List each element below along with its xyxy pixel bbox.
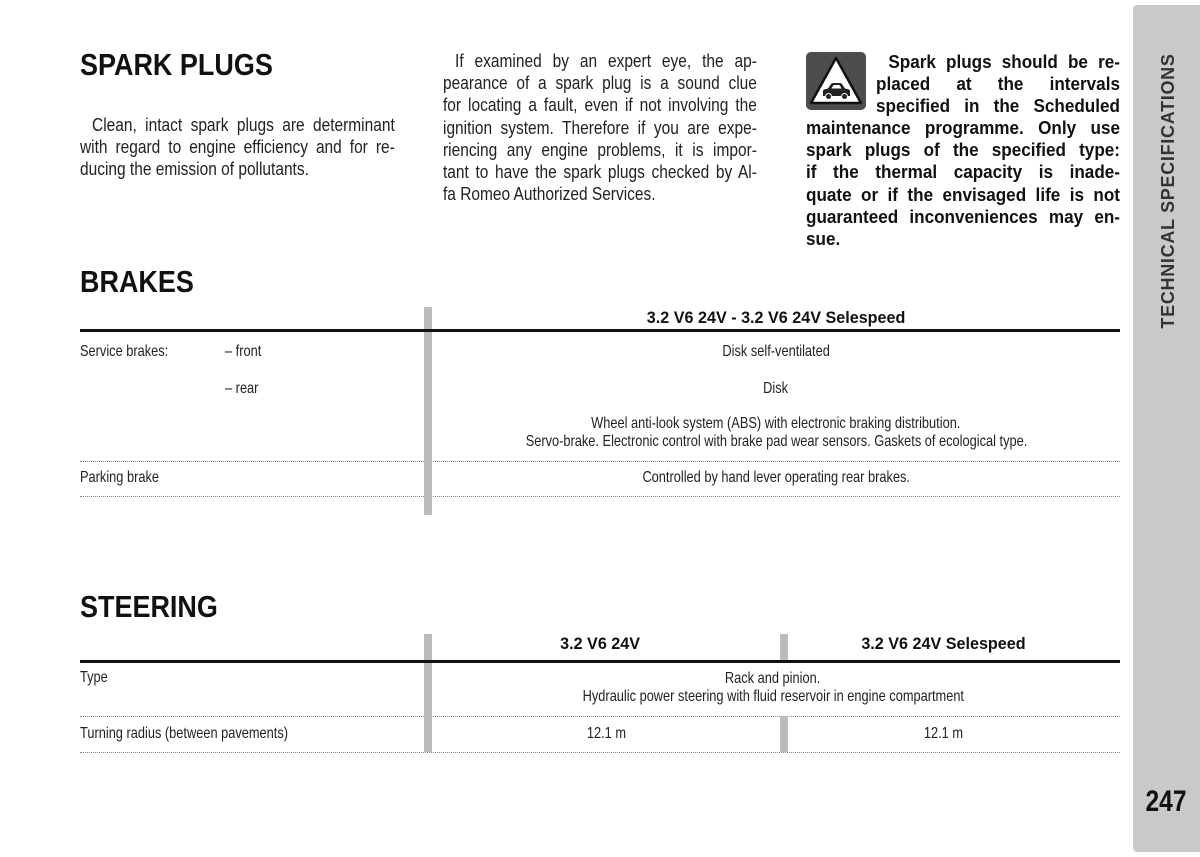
steering-column-divider [780, 634, 788, 661]
steering-type-value-cell [430, 670, 1116, 688]
steering-type-label-cell [80, 669, 115, 687]
spark-plugs-intro-text [80, 114, 395, 180]
brakes-column-divider [424, 307, 432, 515]
spark-plugs-intro [80, 114, 395, 180]
row-separator [80, 461, 1120, 462]
paragraph-line: tant to have the spark plugs checked by Al- [443, 162, 757, 183]
warning-line: maintenance programme. Only use [806, 118, 1120, 139]
paragraph-line: fa Romeo Authorized Services. [443, 184, 656, 205]
paragraph-line: for locating a fault, even if not involving the [443, 95, 757, 116]
steering-heading: STEERING [80, 589, 218, 624]
turning-radius-value: 12.1 m [586, 725, 626, 742]
paragraph-line: ignition system. Therefore if you are expe- [443, 117, 757, 138]
front-brakes-value-cell [432, 343, 1120, 361]
warning-line: specified in the Scheduled [876, 96, 1120, 117]
paragraph-line: riencing any engine problems, it is impor- [443, 139, 757, 160]
spark-plugs-heading: SPARK PLUGS [80, 47, 273, 82]
steering-type-label: Type [80, 669, 108, 686]
page-number-text: 247 [1145, 785, 1188, 818]
turning-radius-value: 12.1 m [923, 725, 963, 742]
parking-brake-value: Controlled by hand lever operating rear brakes. [642, 469, 910, 486]
spark-plugs-inspection-text [443, 50, 757, 205]
rear-brakes-value: Disk [763, 380, 789, 397]
brakes-heading: BRAKES [80, 264, 194, 299]
turning-radius-value-cell [432, 725, 780, 743]
steering-column-header [432, 634, 768, 654]
paragraph-line: with regard to engine efficiency and for re- [80, 137, 395, 157]
warning-text-top-lines [876, 51, 1120, 117]
warning-line: spark plugs of the specified type: [806, 140, 1120, 161]
steering-header-rule [80, 660, 1120, 663]
rear-brakes-label-cell [225, 380, 267, 398]
warning-line: guaranteed inconveniences may en- [806, 206, 1120, 227]
steering-column-header [788, 634, 1098, 654]
row-separator [80, 716, 1120, 717]
front-brakes-label: – front [225, 343, 262, 360]
front-brakes-label-cell [225, 343, 270, 361]
row-separator [80, 752, 1120, 753]
turning-radius-label-cell [80, 725, 340, 743]
parking-brake-label-cell [80, 469, 179, 487]
warning-line: quate or if the envisaged life is not [806, 184, 1120, 205]
warning-text-bottom [806, 117, 1120, 250]
steering-type-value-line: Hydraulic power steering with fluid reservoir in engine compartment [582, 688, 964, 705]
warning-line: Spark plugs should be re- [888, 52, 1120, 72]
warning-text-bottom-lines [806, 117, 1120, 250]
paragraph-line: pearance of a spark plug is a sound clue [443, 73, 757, 94]
steering-column-header-text: 3.2 V6 24V [560, 634, 640, 653]
parking-brake-label: Parking brake [80, 469, 159, 486]
warning-triangle-car-icon [806, 52, 866, 110]
section-tab-title: TECHNICAL SPECIFICATIONS [1158, 53, 1178, 329]
brakes-note-line: Servo-brake. Electronic control with brake pad wear sensors. Gaskets of ecological type. [525, 433, 1027, 450]
brakes-note-cell [432, 433, 1120, 451]
steering-column-divider [780, 716, 788, 752]
rear-brakes-value-cell [432, 380, 1120, 398]
service-brakes-label: Service brakes: [80, 343, 169, 360]
paragraph-line: ducing the emission of pollutants. [80, 159, 309, 179]
rear-brakes-label: – rear [225, 380, 259, 397]
steering-column-header-text: 3.2 V6 24V Selespeed [860, 634, 1026, 653]
brakes-column-header-text: 3.2 V6 24V - 3.2 V6 24V Selespeed [646, 308, 906, 327]
brakes-note-cell [432, 415, 1120, 433]
brakes-header-rule [80, 329, 1120, 332]
spark-plugs-inspection [443, 50, 757, 205]
parking-brake-value-cell [432, 469, 1120, 487]
warning-text-top [876, 51, 1120, 117]
turning-radius-label: Turning radius (between pavements) [80, 725, 288, 742]
page-number [1133, 785, 1200, 819]
front-brakes-value: Disk self-ventilated [722, 343, 830, 360]
brakes-note-line: Wheel anti-look system (ABS) with electronic braking distribution. [591, 415, 961, 432]
steering-type-value-cell [430, 688, 1116, 706]
warning-line: placed at the intervals [876, 74, 1120, 95]
warning-line: if the thermal capacity is inade- [806, 162, 1120, 183]
paragraph-line: Clean, intact spark plugs are determinant [92, 115, 395, 135]
turning-radius-value-cell [788, 725, 1098, 743]
brakes-column-header [432, 308, 1120, 328]
steering-type-value-line: Rack and pinion. [725, 670, 821, 687]
row-separator [80, 496, 1120, 497]
paragraph-line: If examined by an expert eye, the ap- [455, 51, 757, 71]
service-brakes-label-cell [80, 343, 190, 361]
warning-line: sue. [806, 228, 841, 249]
